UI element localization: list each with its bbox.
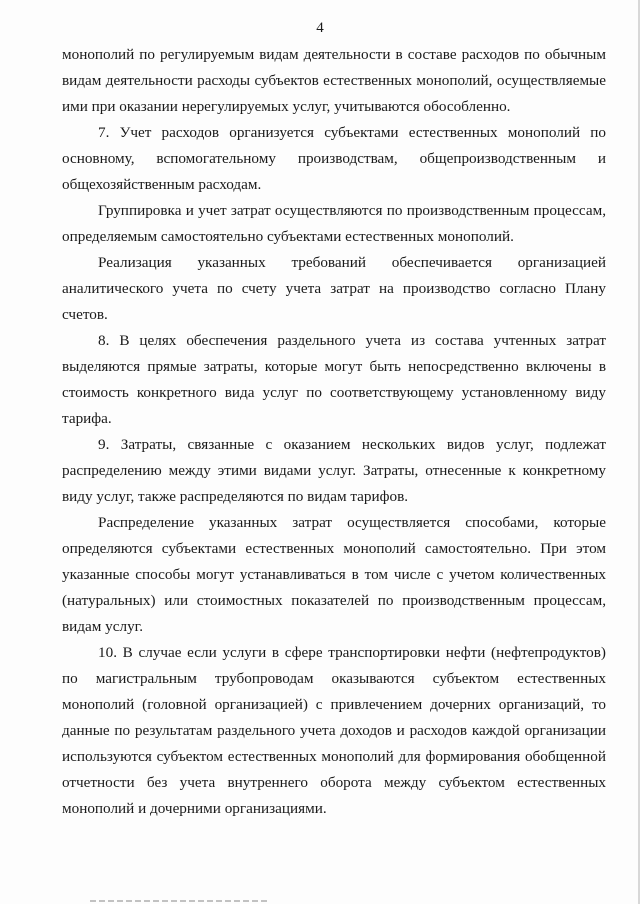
paragraph-item-10: 10. В случае если услуги в сфере транспортировки нефти (нефтепродуктов) по магистральным трубопроводам оказываются субъектом естественных монополий (головной организацией) с привлечением дочерних организаций, то данные по результатам раздельного учета доходов и расходов каждой организации используются субъектом естественных монополий для формирования обобщенной отчетности без учета внутреннего оборота между субъектом естественных монополий и дочерними организациями. <box>62 644 606 817</box>
paragraph-grouping: Группировка и учет затрат осуществляются по производственным процессам, определяемым самостоятельно субъектами естественных монополий. <box>62 202 606 245</box>
paragraph-implementation: Реализация указанных требований обеспечивается организацией аналитического учета по счету учета затрат на производство согласно Плану счетов. <box>62 254 606 323</box>
scan-footer-mark <box>90 900 270 902</box>
paragraph-item-9: 9. Затраты, связанные с оказанием нескольких видов услуг, подлежат распределению между этими видами услуг. Затраты, отнесенные к конкретному виду услуг, также распределяются по видам тарифов. <box>62 436 606 505</box>
paragraph-item-7: 7. Учет расходов организуется субъектами естественных монополий по основному, вспомогательному производствам, общепроизводственным и общехозяйственным расходам. <box>62 124 606 193</box>
paragraph-item-8: 8. В целях обеспечения раздельного учета из состава учтенных затрат выделяются прямые затраты, которые могут быть непосредственно включены в стоимость конкретного вида услуг по соответствующему установленному виду тарифа. <box>62 332 606 427</box>
paragraph-continuation: монополий по регулируемым видам деятельности в составе расходов по обычным видам деятельности расходы субъектов естественных монополий, осуществляемые ими при оказании нерегулируемых услуг, учитываются обособленно. <box>62 46 606 115</box>
document-body <box>62 42 606 822</box>
paragraph-distribution: Распределение указанных затрат осуществляется способами, которые определяются субъектами естественных монополий самостоятельно. При этом указанные способы могут устанавливаться в том числе с учетом количественных (натуральных) или стоимостных показателей по производственным процессам, видам услуг. <box>62 514 606 635</box>
page-number: 4 <box>316 20 324 36</box>
